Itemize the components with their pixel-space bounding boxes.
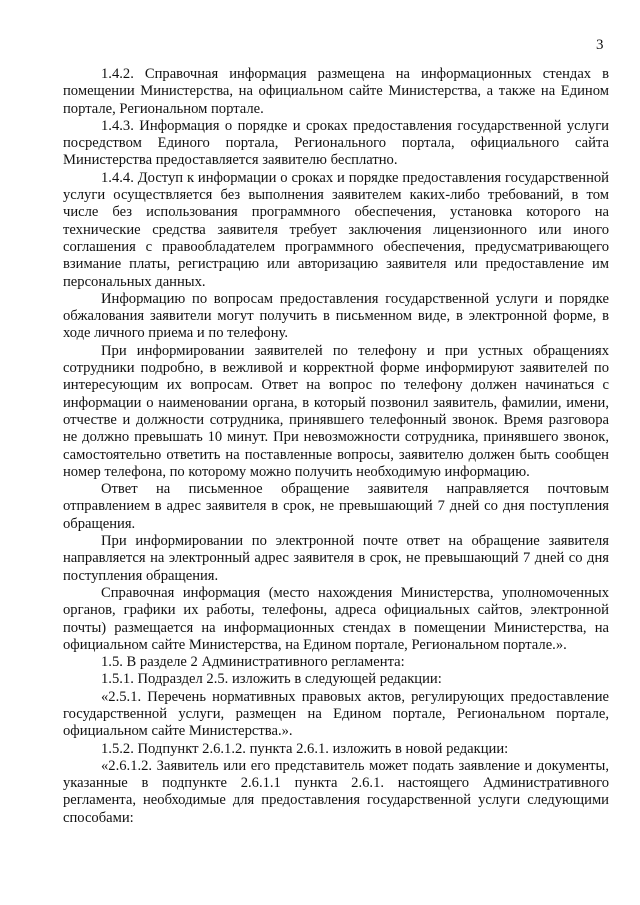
document-body (63, 66, 609, 827)
paragraph-2-6-1-2: «2.6.1.2. Заявитель или его представитель может подать заявление и документы, указанные в подпункте 2.6.1.1 пункта 2.6.1. настоящего Административного регламента, необходимые для предоставления государственной услуги следующими способами: (63, 757, 609, 826)
paragraph-reference-info: Справочная информация (место нахождения Министерства, уполномоченных органов, графики их работы, телефоны, адреса официальных сайтов, электронной почты) размещается на информационных стендах в помещении Министерства, на официальном сайте Министерства, на Едином портале, Региональном портале.». (63, 584, 609, 653)
paragraph-1-5: 1.5. В разделе 2 Административного регламента: (101, 654, 405, 671)
paragraph-2-5-1: «2.5.1. Перечень нормативных правовых актов, регулирующих предоставление государственной услуги, размещен на Едином портале, Региональном портале, официальном сайте Министерства.». (63, 688, 609, 740)
paragraph-1-5-1: 1.5.1. Подраздел 2.5. изложить в следующей редакции: (101, 671, 442, 688)
paragraph-1-5-2: 1.5.2. Подпункт 2.6.1.2. пункта 2.6.1. изложить в новой редакции: (101, 740, 509, 757)
paragraph-1-4-2: 1.4.2. Справочная информация размещена на информационных стендах в помещении Министерства, на официальном сайте Министерства, а также на Едином портале, Региональном портале. (63, 66, 609, 117)
paragraph-info-obtaining: Информацию по вопросам предоставления государственной услуги и порядке обжалования заявители могут получить в письменном виде, в электронной форме, в ходе личного приема и по телефону. (63, 290, 609, 342)
paragraph-email-response: При информировании по электронной почте ответ на обращение заявителя направляется на электронный адрес заявителя в срок, не превышающий 7 дней со дня поступления обращения. (63, 533, 609, 584)
page-number: 3 (596, 37, 604, 53)
paragraph-phone-info: При информировании заявителей по телефону и при устных обращениях сотрудники подробно, в вежливой и корректной форме информируют заявителей по интересующим их вопросам. Ответ на вопрос по телефону должен начинаться с информации о наименовании органа, в который позвонил заявитель, фамилии, имени, отчестве и должности сотрудника, принявшего телефонный звонок. Время разговора не должно превышать 10 минут. При невозможности сотрудника, принявшего звонок, самостоятельно ответить на поставленные вопросы, заявителю должен быть сообщен номер телефона, по которому можно получить необходимую информацию. (63, 342, 609, 480)
paragraph-written-response: Ответ на письменное обращение заявителя направляется почтовым отправлением в адрес заявителя в срок, не превышающий 7 дней со дня поступления обращения. (63, 481, 609, 532)
paragraph-1-4-3: 1.4.3. Информация о порядке и сроках предоставления государственной услуги посредством Единого портала, Регионального портала, официального сайта Министерства предоставляется заявителю бесплатно. (63, 117, 609, 169)
paragraph-1-4-4: 1.4.4. Доступ к информации о сроках и порядке предоставления государственной услуги осуществляется без выполнения заявителем каких-либо требований, в том числе без использования программного обеспечения, установка которого на технические средства заявителя требует заключения лицензионного или иного соглашения с правообладателем программного обеспечения, предусматривающего взимание платы, регистрацию или авторизацию заявителя или предоставление им персональных данных. (63, 169, 609, 290)
